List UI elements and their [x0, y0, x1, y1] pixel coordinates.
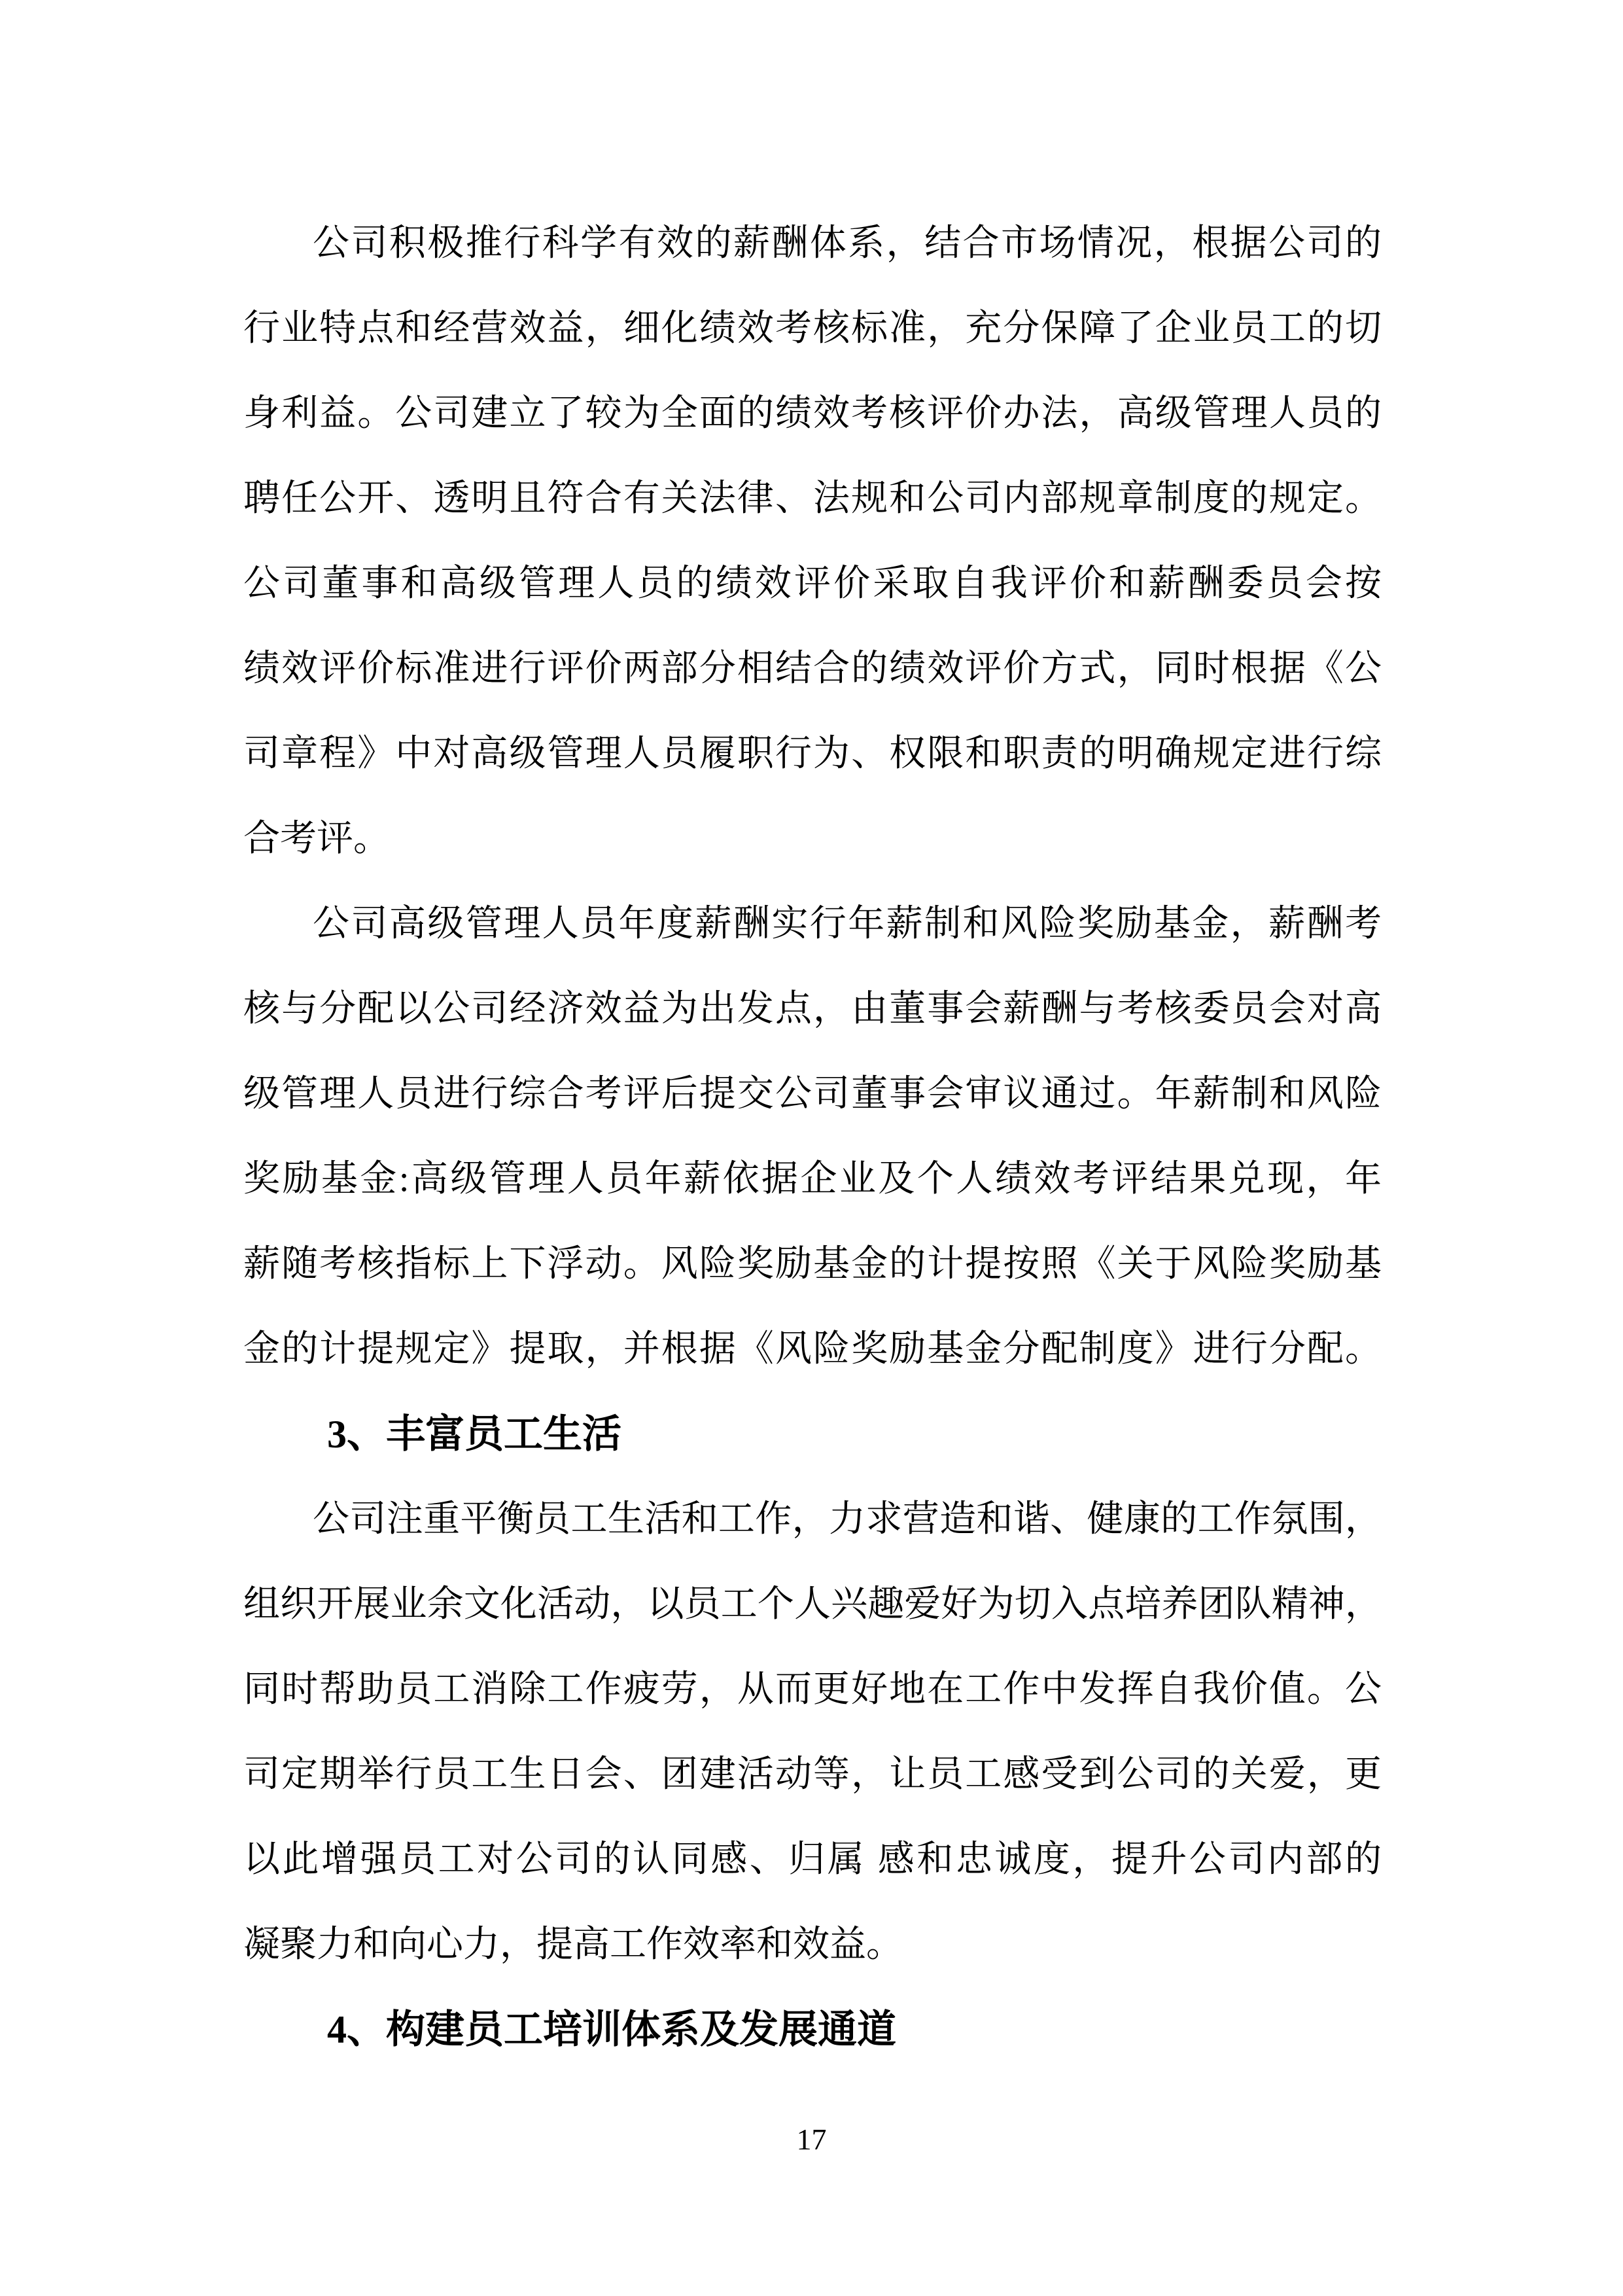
paragraph-line: 同时帮助员工消除工作疲劳，从而更好地在工作中发挥自我价值。公 [243, 1669, 1382, 1710]
paragraph-line: 司定期举行员工生日会、团建活动等，让员工感受到公司的关爱，更 [243, 1754, 1382, 1795]
paragraph-line: 公司高级管理人员年度薪酬实行年薪制和风险奖励基金，薪酬考 [313, 904, 1382, 944]
paragraph-line: 级管理人员进行综合考评后提交公司董事会审议通过。年薪制和风险 [243, 1074, 1382, 1114]
paragraph-line: 奖励基金:高级管理人员年薪依据企业及个人绩效考评结果兑现，年 [243, 1159, 1382, 1199]
paragraph-line: 合考评。 [243, 819, 390, 859]
paragraph-line: 公司董事和高级管理人员的绩效评价采取自我评价和薪酬委员会按 [243, 563, 1382, 604]
paragraph-line: 金的计提规定》提取，并根据《风险奖励基金分配制度》进行分配。 [243, 1329, 1382, 1369]
section-heading-4: 4、构建员工培训体系及发展通道 [327, 2008, 896, 2051]
paragraph-line: 公司积极推行科学有效的薪酬体系，结合市场情况，根据公司的 [313, 223, 1382, 264]
paragraph-line: 以此增强员工对公司的认同感、归属 感和忠诚度，提升公司内部的 [243, 1839, 1382, 1880]
paragraph-line: 聘任公开、透明且符合有关法律、法规和公司内部规章制度的规定。 [243, 478, 1382, 519]
document-body [243, 201, 1382, 2072]
paragraph-line: 薪随考核指标上下浮动。风险奖励基金的计提按照《关于风险奖励基 [243, 1244, 1382, 1284]
paragraph-line: 凝聚力和向心力，提高工作效率和效益。 [243, 1924, 903, 1965]
paragraph-line: 公司注重平衡员工生活和工作，力求营造和谐、健康的工作氛围， [313, 1499, 1382, 1540]
paragraph-line: 行业特点和经营效益，细化绩效考核标准，充分保障了企业员工的切 [243, 308, 1382, 349]
paragraph-line: 核与分配以公司经济效益为出发点，由董事会薪酬与考核委员会对高 [243, 989, 1382, 1029]
paragraph-line: 绩效评价标准进行评价两部分相结合的绩效评价方式，同时根据《公 [243, 648, 1382, 689]
paragraph-line: 身利益。公司建立了较为全面的绩效考核评价办法，高级管理人员的 [243, 393, 1382, 434]
paragraph-line: 组织开展业余文化活动，以员工个人兴趣爱好为切入点培养团队精神， [243, 1584, 1382, 1625]
section-heading-3: 3、丰富员工生活 [327, 1413, 621, 1456]
page-number: 17 [796, 2123, 827, 2156]
paragraph-line: 司章程》中对高级管理人员履职行为、权限和职责的明确规定进行综 [243, 733, 1382, 774]
